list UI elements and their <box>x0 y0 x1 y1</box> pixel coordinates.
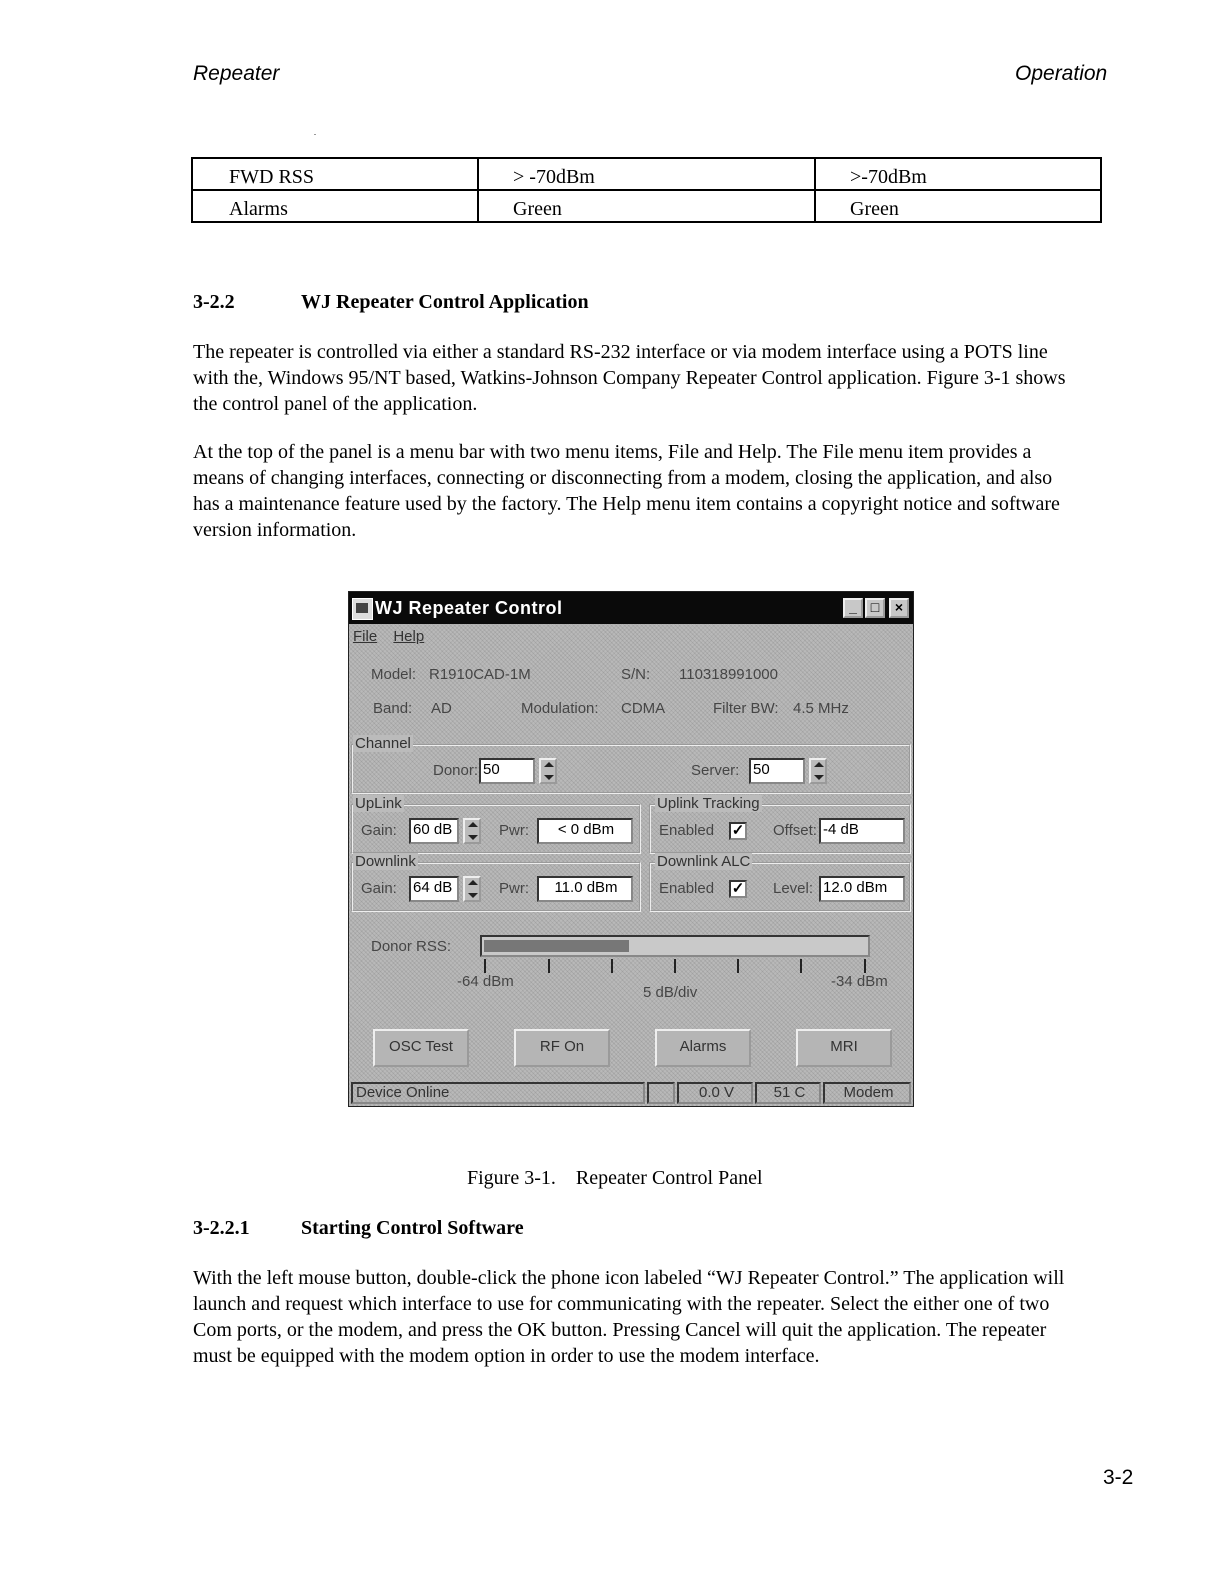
scan-speck <box>314 134 316 135</box>
sn-value: 110318991000 <box>679 666 778 683</box>
model-value: R1910CAD-1M <box>429 666 531 683</box>
uplink-gain-spinner[interactable] <box>463 818 481 844</box>
server-label: Server: <box>691 762 740 779</box>
uplink-gain-label: Gain: <box>361 822 397 839</box>
downlink-gain-input[interactable]: 64 dB <box>409 876 459 902</box>
meter-tick <box>737 959 739 973</box>
table-cell: Green <box>815 190 1101 222</box>
meter-div-label: 5 dB/div <box>643 984 698 1001</box>
figure-caption <box>467 1167 763 1190</box>
model-label: Model: <box>371 666 417 683</box>
uplink-group-title: UpLink <box>355 795 402 812</box>
channel-group-title: Channel <box>355 735 411 752</box>
status-voltage: 0.0 V <box>677 1082 753 1104</box>
menu-help[interactable]: Help <box>393 628 425 645</box>
meter-tick <box>864 959 866 973</box>
filter-bw-value: 4.5 MHz <box>793 700 849 717</box>
table-row <box>192 190 1101 222</box>
subsection-heading <box>193 1217 524 1240</box>
server-channel-input[interactable]: 50 <box>749 758 805 784</box>
table-row <box>192 158 1101 190</box>
window-titlebar <box>349 592 913 624</box>
meter-tick <box>484 959 486 973</box>
filter-bw-label: Filter BW: <box>713 700 779 717</box>
status-blank <box>647 1082 675 1104</box>
meter-tick <box>800 959 802 973</box>
menu-bar <box>353 628 436 645</box>
downlink-level-label: Level: <box>773 880 814 897</box>
donor-channel-input[interactable]: 50 <box>479 758 535 784</box>
table-cell: Green <box>478 190 815 222</box>
status-mode: Modem <box>823 1082 911 1104</box>
band-label: Band: <box>373 700 413 717</box>
donor-channel-spinner[interactable] <box>539 758 557 784</box>
server-channel-spinner[interactable] <box>809 758 827 784</box>
section-number: 3-2.2 <box>193 291 235 313</box>
uplink-tracking-enabled-label: Enabled <box>659 822 715 839</box>
downlink-alc-enabled-label: Enabled <box>659 880 715 897</box>
meter-max-label: -34 dBm <box>831 973 888 990</box>
running-header-left: Repeater <box>193 62 280 85</box>
uplink-offset-input[interactable]: -4 dB <box>819 818 905 844</box>
downlink-alc-group-title: Downlink ALC <box>657 853 751 870</box>
meter-tick <box>548 959 550 973</box>
section-title: WJ Repeater Control Application <box>301 291 589 313</box>
uplink-tracking-enabled-checkbox[interactable]: ✓ <box>729 822 747 840</box>
modulation-value: CDMA <box>621 700 666 717</box>
osc-test-button[interactable]: OSC Test <box>373 1029 469 1067</box>
uplink-offset-label: Offset: <box>773 822 817 839</box>
close-icon[interactable]: × <box>889 598 909 618</box>
section-title: Starting Control Software <box>301 1217 524 1239</box>
table-cell: Alarms <box>192 190 478 222</box>
uplink-pwr-value: < 0 dBm <box>537 818 633 844</box>
section-heading <box>193 291 589 314</box>
downlink-level-input[interactable]: 12.0 dBm <box>819 876 905 902</box>
downlink-gain-spinner[interactable] <box>463 876 481 902</box>
uplink-tracking-group-title: Uplink Tracking <box>657 795 760 812</box>
paragraph: The repeater is controlled via either a standard RS-232 interface or via modem interface using a POTS line with the, Windows 95/NT based, Watkins-Johnson Company Repeater Control application. Figure 3-1 shows the control panel of the application. <box>193 341 1066 415</box>
page-number: 3-2 <box>1103 1466 1134 1489</box>
downlink-alc-enabled-checkbox[interactable]: ✓ <box>729 880 747 898</box>
downlink-gain-label: Gain: <box>361 880 397 897</box>
meter-min-label: -64 dBm <box>457 973 514 990</box>
meter-tick <box>674 959 676 973</box>
donor-label: Donor: <box>433 762 479 779</box>
rf-on-button[interactable]: RF On <box>514 1029 610 1067</box>
downlink-pwr-label: Pwr: <box>499 880 529 897</box>
status-device: Device Online <box>351 1082 645 1104</box>
table-cell: FWD RSS <box>192 158 478 190</box>
downlink-group-title: Downlink <box>355 853 416 870</box>
figure-title: Repeater Control Panel <box>575 1167 763 1189</box>
maximize-icon[interactable]: □ <box>865 598 885 618</box>
status-temperature: 51 C <box>755 1082 821 1104</box>
spec-table <box>191 157 1102 223</box>
modulation-label: Modulation: <box>521 700 599 717</box>
meter-tick <box>611 959 613 973</box>
sn-label: S/N: <box>621 666 651 683</box>
repeater-control-window <box>348 591 914 1107</box>
table-cell: > -70dBm <box>478 158 815 190</box>
paragraph: With the left mouse button, double-click the phone icon labeled “WJ Repeater Control.” The application will launch and request which interface to use for communicating with the repeater. Select the either one of two Com ports, or the modem, and press the OK button. Pressing Cancel will quit the application. The repeater must be equipped with the modem option in order to use the modem interface. <box>193 1267 1065 1367</box>
band-value: AD <box>431 700 452 717</box>
mri-button[interactable]: MRI <box>796 1029 892 1067</box>
status-bar <box>349 1080 913 1106</box>
donor-rss-meter <box>480 935 870 957</box>
figure-number: Figure 3-1. <box>467 1167 556 1189</box>
app-icon <box>352 598 373 620</box>
menu-file[interactable]: File <box>353 628 378 645</box>
minimize-icon[interactable]: _ <box>843 598 863 618</box>
table-cell: >-70dBm <box>815 158 1101 190</box>
alarms-button[interactable]: Alarms <box>655 1029 751 1067</box>
section-number: 3-2.2.1 <box>193 1217 250 1239</box>
donor-rss-label: Donor RSS: <box>371 938 452 955</box>
running-header-right: Operation <box>1015 62 1108 85</box>
downlink-pwr-value: 11.0 dBm <box>537 876 633 902</box>
paragraph: At the top of the panel is a menu bar with two menu items, File and Help. The File menu item provides a means of changing interfaces, connecting or disconnecting from a modem, closing the application, and also has a maintenance feature used by the factory. The Help menu item contains a copyright notice and software version information. <box>193 441 1060 541</box>
window-title: WJ Repeater Control <box>375 598 563 618</box>
donor-rss-meter-fill <box>484 940 629 952</box>
uplink-pwr-label: Pwr: <box>499 822 529 839</box>
uplink-gain-input[interactable]: 60 dB <box>409 818 459 844</box>
